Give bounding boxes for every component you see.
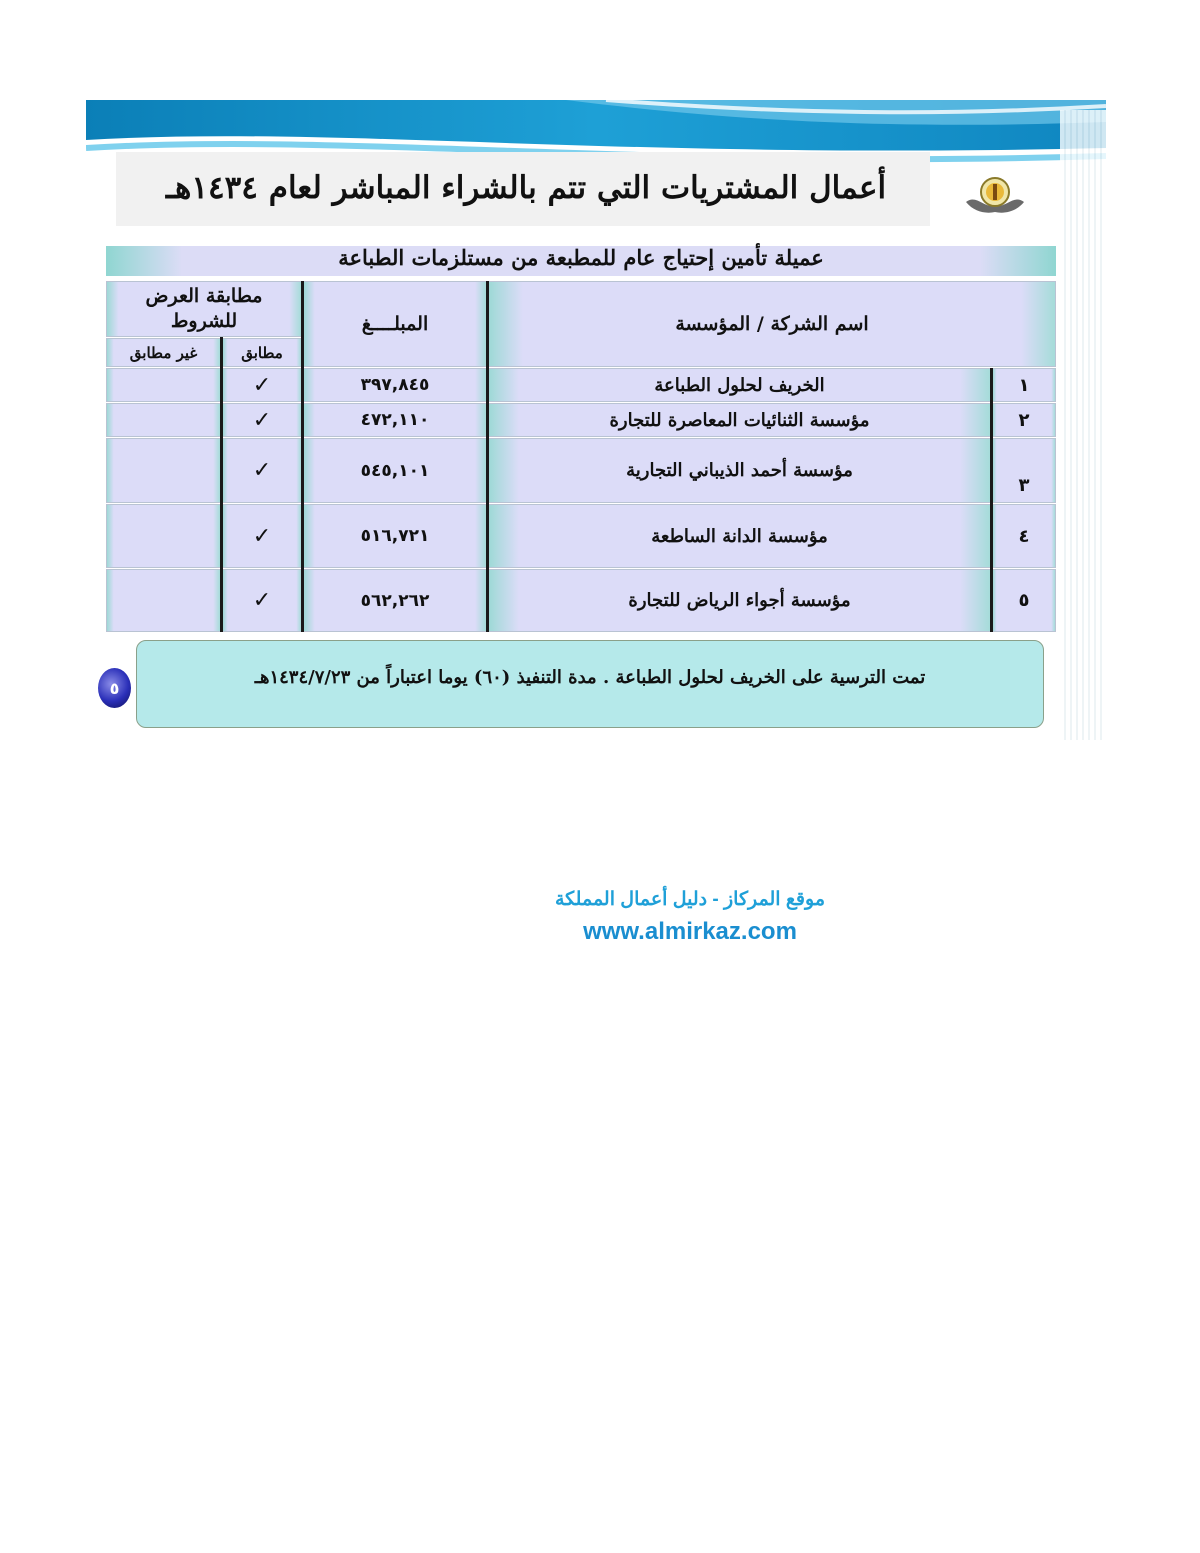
column-divider — [990, 368, 993, 632]
page-title: أعمال المشتريات التي تتم بالشراء المباشر لعام ١٤٣٤هـ — [165, 170, 887, 206]
row-5-compliant — [222, 569, 302, 632]
row-1-company — [488, 368, 991, 402]
check-icon: ✓ — [252, 372, 272, 398]
row-1-index — [992, 368, 1056, 402]
amount-value: ٣٩٧,٨٤٥ — [360, 375, 430, 395]
check-icon: ✓ — [252, 458, 272, 483]
check-icon: ✓ — [252, 407, 272, 433]
row-index: ٣ — [1018, 475, 1030, 496]
column-divider — [301, 281, 304, 632]
row-2-non-compliant — [106, 403, 221, 437]
ministry-emblem-icon — [964, 172, 1026, 216]
header-compliance-label: مطابقة العرض للشروط — [145, 285, 263, 332]
check-icon: ✓ — [252, 588, 272, 613]
row-3-company — [488, 438, 991, 503]
amount-value: ٥١٦,٧٢١ — [360, 526, 430, 546]
header-compliant — [222, 338, 302, 367]
row-index: ٤ — [1018, 525, 1030, 547]
header-compliance — [106, 281, 302, 337]
row-1-amount — [303, 368, 487, 402]
header-amount-label: المبلــــغ — [361, 312, 429, 335]
row-index: ٥ — [1018, 590, 1030, 611]
footer-url-link[interactable]: www.almirkaz.com — [583, 918, 797, 945]
header-non-compliant-label: غير مطابق — [129, 343, 198, 362]
company-name: مؤسسة الدانة الساطعة — [651, 525, 828, 547]
company-name: مؤسسة الثنائيات المعاصرة للتجارة — [609, 409, 870, 431]
row-4-index — [992, 504, 1056, 568]
row-5-company — [488, 569, 991, 632]
table-title: عميلة تأمين إحتياج عام للمطبعة من مستلزمات الطباعة — [338, 245, 824, 270]
row-3-compliant — [222, 438, 302, 503]
column-divider — [486, 281, 489, 632]
row-2-company — [488, 403, 991, 437]
company-name: مؤسسة أجواء الرياض للتجارة — [628, 590, 851, 611]
header-company — [488, 281, 1056, 367]
header-company-label: اسم الشركة / المؤسسة — [675, 312, 869, 335]
row-4-company — [488, 504, 991, 568]
amount-value: ٤٧٢,١١٠ — [360, 410, 430, 430]
footer-site-name: موقع المركاز - دليل أعمال المملكة — [554, 889, 826, 910]
column-divider — [220, 337, 223, 632]
row-3-amount — [303, 438, 487, 503]
row-2-index — [992, 403, 1056, 437]
row-4-non-compliant — [106, 504, 221, 568]
row-2-amount — [303, 403, 487, 437]
row-3-non-compliant — [106, 438, 221, 503]
row-3-index — [992, 438, 1056, 503]
row-5-amount — [303, 569, 487, 632]
row-5-index — [992, 569, 1056, 632]
company-name: الخريف لحلول الطباعة — [654, 374, 825, 396]
decorative-side-strip — [1060, 110, 1106, 740]
amount-value: ٥٤٥,١٠١ — [360, 460, 430, 481]
page-number-badge — [98, 668, 131, 708]
row-1-compliant — [222, 368, 302, 402]
row-2-compliant — [222, 403, 302, 437]
row-5-non-compliant — [106, 569, 221, 632]
row-1-non-compliant — [106, 368, 221, 402]
row-index: ١ — [1018, 374, 1030, 396]
company-name: مؤسسة أحمد الذيباني التجارية — [626, 460, 853, 481]
amount-value: ٥٦٢,٢٦٢ — [360, 590, 430, 611]
header-compliant-label: مطابق — [241, 343, 283, 362]
award-note-text: تمت الترسية على الخريف لحلول الطباعة . مدة التنفيذ (٦٠) يوما اعتباراً من ١٤٣٤/٧/٢٣هـ — [254, 667, 926, 688]
row-4-compliant — [222, 504, 302, 568]
check-icon: ✓ — [252, 523, 272, 549]
row-4-amount — [303, 504, 487, 568]
header-amount — [303, 281, 487, 367]
row-index: ٢ — [1018, 409, 1030, 431]
page-number: ٥ — [109, 678, 120, 698]
header-non-compliant — [106, 338, 221, 367]
